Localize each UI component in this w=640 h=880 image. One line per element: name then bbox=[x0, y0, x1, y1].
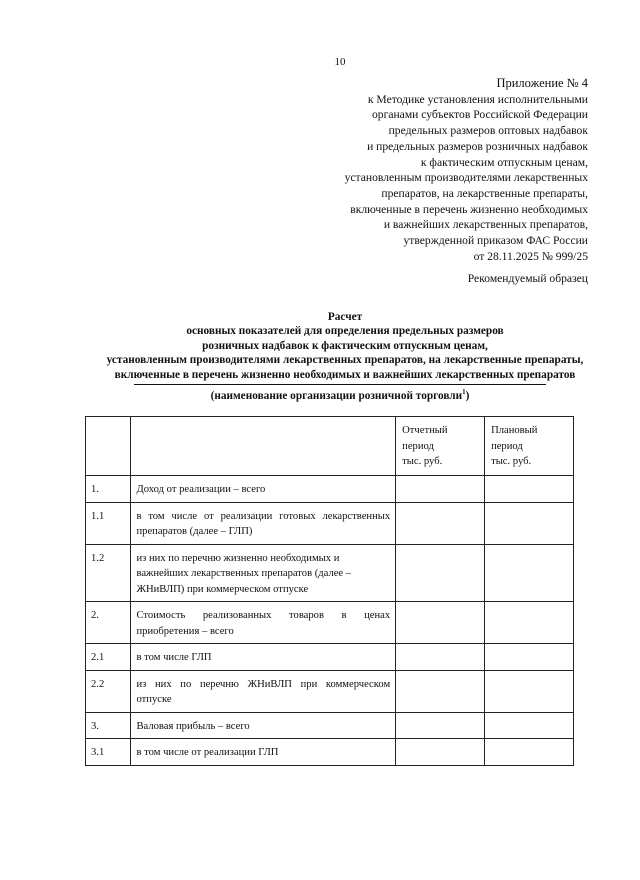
planned-value-cell[interactable] bbox=[485, 712, 574, 739]
appendix-line: к фактическим отпускным ценам, bbox=[420, 155, 588, 169]
row-number: 2.1 bbox=[86, 644, 131, 671]
appendix-line: включенные в перечень жизненно необходимых bbox=[350, 202, 588, 216]
organization-label-text: (наименование организации розничной торговли bbox=[210, 389, 463, 402]
table-row bbox=[86, 476, 574, 503]
row-number: 2.2 bbox=[86, 670, 131, 712]
appendix-line: утвержденной приказом ФАС России bbox=[403, 234, 588, 248]
reporting-value-cell[interactable] bbox=[396, 670, 485, 712]
row-number: 2. bbox=[86, 602, 131, 644]
appendix-line: и важнейших лекарственных препаратов, bbox=[383, 218, 588, 232]
organization-label-close: ) bbox=[465, 389, 470, 402]
reporting-value-cell[interactable] bbox=[396, 476, 485, 503]
appendix-line: установленным производителями лекарственных bbox=[344, 171, 588, 185]
row-label: в том числе ГЛП bbox=[131, 644, 396, 671]
appendix-line: и предельных размеров розничных надбавок bbox=[367, 139, 588, 153]
organization-label bbox=[134, 388, 546, 402]
table-row bbox=[86, 670, 574, 712]
row-label: Валовая прибыль – всего bbox=[131, 712, 396, 739]
header-cell-number bbox=[86, 417, 131, 476]
reporting-value-cell[interactable] bbox=[396, 739, 485, 766]
indicators-table bbox=[85, 416, 574, 766]
footnote-marker: 1 bbox=[462, 388, 466, 396]
table-row bbox=[86, 602, 574, 644]
page-number: 10 bbox=[334, 56, 346, 68]
row-label: Стоимость реализованных товаров в ценах приобретения – всего bbox=[131, 602, 396, 644]
row-label: из них по перечню ЖНиВЛП при коммерческом отпуске bbox=[131, 670, 396, 712]
appendix-line: от 28.11.2025 № 999/25 bbox=[473, 249, 588, 263]
heading-line: розничных надбавок к фактическим отпускным ценам, bbox=[202, 339, 488, 352]
table-header-row bbox=[86, 417, 574, 476]
table-row bbox=[86, 502, 574, 544]
header-cell-reporting bbox=[396, 417, 485, 476]
recommended-sample-label: Рекомендуемый образец bbox=[467, 272, 588, 285]
appendix-line: органами субъектов Российской Федерации bbox=[371, 108, 588, 122]
row-label: из них по перечню жизненно необходимых и важнейших лекарственных препаратов (далее – ЖНиВЛП) при коммерческом отпуске bbox=[131, 544, 396, 602]
heading-line: установленным производителями лекарственных препаратов, на лекарственные препараты, bbox=[106, 354, 584, 367]
reporting-value-cell[interactable] bbox=[396, 502, 485, 544]
heading-line: основных показателей для определения предельных размеров bbox=[186, 325, 504, 338]
planned-value-cell[interactable] bbox=[485, 502, 574, 544]
appendix-title: Приложение № 4 bbox=[496, 76, 588, 90]
planned-value-cell[interactable] bbox=[485, 476, 574, 503]
appendix-block bbox=[288, 76, 588, 264]
heading-line: Расчет bbox=[327, 311, 363, 323]
row-number: 1. bbox=[86, 476, 131, 503]
header-text: тыс. руб. bbox=[402, 456, 443, 467]
planned-value-cell[interactable] bbox=[485, 644, 574, 671]
row-label: в том числе от реализации готовых лекарственных препаратов (далее – ГЛП) bbox=[131, 502, 396, 544]
row-number: 3.1 bbox=[86, 739, 131, 766]
reporting-value-cell[interactable] bbox=[396, 602, 485, 644]
planned-value-cell[interactable] bbox=[485, 602, 574, 644]
table-row bbox=[86, 739, 574, 766]
header-text: период bbox=[402, 440, 434, 452]
appendix-line: предельных размеров оптовых надбавок bbox=[388, 124, 588, 138]
header-text: тыс. руб. bbox=[491, 456, 532, 467]
header-text: Плановый bbox=[491, 425, 538, 436]
row-label: Доход от реализации – всего bbox=[131, 476, 396, 503]
row-number: 1.1 bbox=[86, 502, 131, 544]
header-cell-indicator bbox=[131, 417, 396, 476]
header-text: Отчетный bbox=[402, 425, 448, 436]
row-label: в том числе от реализации ГЛП bbox=[131, 739, 396, 766]
reporting-value-cell[interactable] bbox=[396, 544, 485, 602]
planned-value-cell[interactable] bbox=[485, 739, 574, 766]
table-row bbox=[86, 544, 574, 602]
appendix-line: препаратов, на лекарственные препараты, bbox=[381, 186, 588, 200]
reporting-value-cell[interactable] bbox=[396, 644, 485, 671]
planned-value-cell[interactable] bbox=[485, 544, 574, 602]
row-number: 3. bbox=[86, 712, 131, 739]
heading-line: включенные в перечень жизненно необходимых и важнейших лекарственных препаратов bbox=[114, 368, 576, 381]
table-row bbox=[86, 712, 574, 739]
appendix-line: к Методике установления исполнительными bbox=[367, 92, 588, 106]
row-number: 1.2 bbox=[86, 544, 131, 602]
header-text: период bbox=[491, 440, 523, 452]
reporting-value-cell[interactable] bbox=[396, 712, 485, 739]
organization-name-line bbox=[134, 384, 546, 385]
table-row bbox=[86, 644, 574, 671]
header-cell-planned bbox=[485, 417, 574, 476]
planned-value-cell[interactable] bbox=[485, 670, 574, 712]
document-heading bbox=[60, 310, 630, 382]
